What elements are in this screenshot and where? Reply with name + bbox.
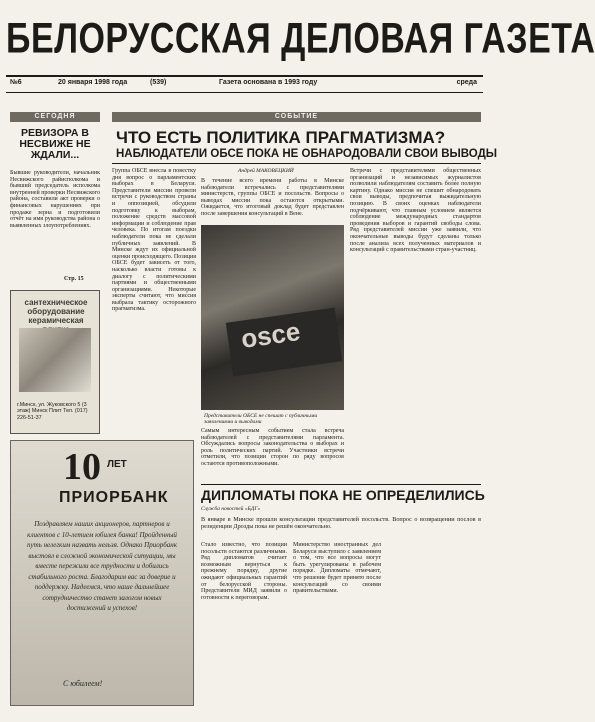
issue-serial: (539) (150, 79, 167, 86)
diplomats-top-rule (201, 484, 481, 485)
ceramics-advert (10, 290, 100, 434)
diplomats-column-1: Стало известно, что позиции посольств остаются различными. Ряд дипломатов считает возможным вернуться к прежнему порядку, другие ожидают официальных гарантий от белорусской стороны. Представители МИД заявили о готовности к переговорам. (201, 542, 287, 601)
bank-greeting-signoff: С юбилеем! (63, 679, 103, 688)
main-article-column-2-top: В течение всего времени работы в Минске наблюдатели встречались с представителями министерств, группы ОБСЕ и посольств. Вопросы о выводах миссии пока остаются открытыми. Ожидается, что итоговый доклад будет представлен после завершения консультаций в Вене. (201, 178, 344, 217)
meta-rule (6, 92, 483, 93)
ceramics-advert-title: сантехническое оборудование керамическая (24, 298, 88, 325)
newspaper-masthead: БЕЛОРУССКАЯ ДЕЛОВАЯ ГАЗЕТА (6, 15, 595, 63)
anniversary-years-label: ЛЕТ (107, 459, 127, 470)
diplomats-column-2: Министерство иностранных дел Беларуси выступило с заявлением о том, что все вопросы могут быть урегулированы в рабочем порядке. Дипломаты отмечают, что решение будет принято после консультаций со своими правительствами. (293, 542, 381, 595)
osce-sign-photo (201, 225, 344, 410)
diplomats-byline: Служба новостей «БДГ» (201, 506, 261, 512)
main-subheadline: НАБЛЮДАТЕЛИ ОБСЕ ПОКА НЕ ОБНАРОДОВАЛИ СВОИ ВЫВОДЫ (116, 148, 498, 160)
photo-caption: Представители ОБСЕ не спешат с публичными заявлениями и выводами (204, 413, 318, 425)
anniversary-number: 10 (63, 446, 101, 488)
main-article-column-3: Встречи с представителями общественных организаций и независимых журналистов позволили наблюдателям составить более полную картину. Однако миссия не спешит обнародовать свои выводы, предпочитая выжидательную позицию. В своих оценках наблюдатели подчёркивают, что главным условием является соблюдение международных стандартов проведения выборов и гарантий свободы слова. Ряд представителей миссии уже заявили, что окончательные выводы будут сделаны только после анализа всех полученных материалов и консультаций с правительствами стран-участниц. (350, 168, 481, 254)
bank-logo-text: ПРИОРБАНК (59, 489, 169, 506)
ceramics-advert-contacts: г.Минск, ул. Жуковского 5 (3 этаж) Минск Плит Тел. (017) 226-51-37 (17, 402, 88, 421)
section-bar-event: СОБЫТИЕ (112, 112, 481, 122)
issue-date: 20 января 1998 года (58, 79, 128, 86)
weekday: среда (456, 79, 477, 86)
sidebar-article-text: Бывшие руководители, начальник Несвижского райисполкома и бывший председатель исполкома внутренней проверки Несвижского района, составили акт проверки о финансовых нарушениях при продаже зерна и подготовили отчёт на имя руководства района о выявленных злоупотреблениях. (10, 170, 100, 229)
headline-rule (112, 163, 481, 164)
issue-meta-bar (6, 79, 483, 91)
main-article-column-1: Группа ОБСЕ внесла в повестку дня вопрос о парламентских выборах в Беларуси. Представители миссии провели встречи с руководством страны и оппозицией, обсудили подготовку к выборам, положение средств массовой информации и соблюдение прав человека. По итогам поездки наблюдатели пока не сделали публичных заявлений. В Минске ждут их официальной оценки происходящего. Позиция ОБСЕ будет зависеть от того, насколько власти готовы к диалогу с политическими партиями и общественными организациями. Некоторые эксперты считают, что миссия выбрала тактику осторожного прагматизма. (112, 168, 196, 313)
founded-line: Газета основана в 1993 году (219, 79, 318, 86)
photo-sign-text: osce (239, 316, 302, 354)
ceramics-product-image (19, 328, 91, 392)
diplomats-headline: ДИПЛОМАТЫ ПОКА НЕ ОПРЕДЕЛИЛИСЬ (201, 487, 485, 503)
sidebar-headline: РЕВИЗОРА В НЕСВИЖЕ НЕ ЖДАЛИ... (19, 127, 91, 161)
bank-greeting-text: Поздравляем наших акционеров, партнеров и клиентов с 10-летием юбилея банка! Пройденный путь нелегким назвать нельзя. Однако Приорбанк выстоял в сложной экономической ситуации, мы вместе пережили все трудности и добились стабильного роста. Благодарим вас за доверие и поддержку. Надеемся, что наше дальнейшее сотрудничество станет залогом новых достижений и успехов! (26, 520, 178, 612)
main-article-byline: Андрей МАКОВЕЦКИЙ (238, 168, 294, 174)
masthead-rule (6, 75, 483, 77)
main-article-column-2-bottom: Самым интересным событием стала встреча наблюдателей с представителями парламента. Обсуждались вопросы законодательства о выборах и роль политических партий. Участники встречи отметили, что позиции сторон по ряду вопросов остаются противоположными. (201, 428, 344, 467)
section-bar-today: СЕГОДНЯ (10, 112, 100, 122)
sidebar-page-ref: Стр. 15 (64, 276, 84, 282)
main-headline: ЧТО ЕСТЬ ПОЛИТИКА ПРАГМАТИЗМА? (116, 128, 446, 147)
diplomats-lead: В январе в Минске прошли консультации представителей посольств. Вопрос о возвращении послов в резиденции Дрозды пока не решён окончательно. (201, 516, 481, 530)
issue-number: №6 (10, 79, 22, 86)
